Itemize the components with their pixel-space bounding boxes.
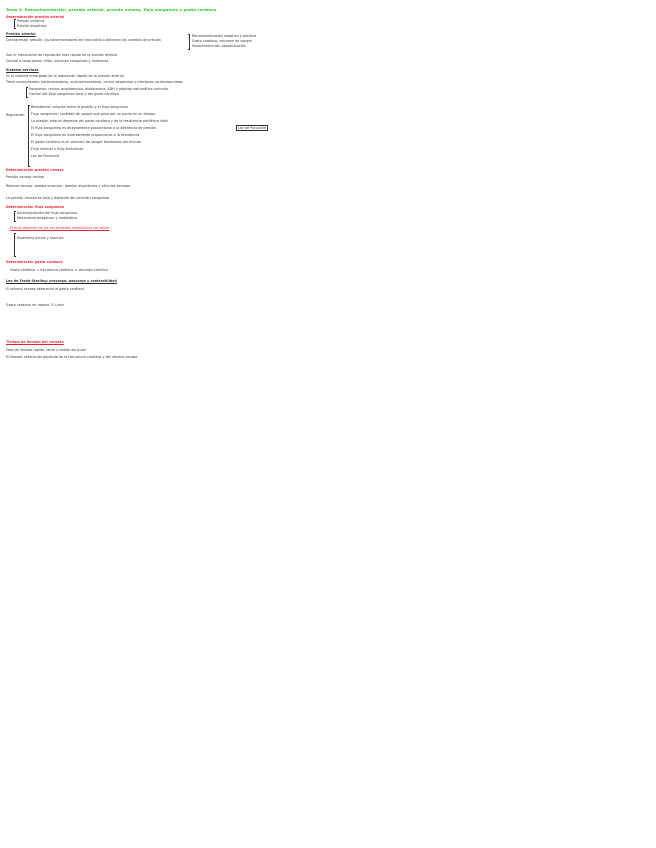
note-line: Ley de Poiseuille xyxy=(31,154,60,158)
page-title: Tema 4. Retroalimentación, presión arterial, presión venosa, flujo sanguíneo y gasto cardíaco xyxy=(6,7,217,12)
note-line: Vasoconstricción vasodilatación xyxy=(192,44,246,48)
note-line: Gasto cardíaco, volumen de sangre xyxy=(192,39,252,43)
note-line: Hormonas: renina, angiotensina, aldosterona, ADH y péptido natriurético auricular xyxy=(29,87,169,91)
note-line: Ley de Frank-Starling: precarga, poscarga y contractilidad xyxy=(6,279,117,283)
note-line: Flujo laminar y flujo turbulento xyxy=(31,147,84,151)
note-line: La presión venosa es baja y depende del volumen sanguíneo xyxy=(6,196,110,200)
note-line: Presión venosa central xyxy=(6,175,45,179)
note-line: Mecanismo miogénico y metabólico xyxy=(17,216,78,220)
section-label-regulation: Regulación xyxy=(6,113,25,117)
brace xyxy=(26,87,28,98)
note-line: Fase de llenado rápido, lento y sístole auricular xyxy=(6,348,87,352)
note-line: Gasto cardíaco = frecuencia cardíaca × volumen sistólico xyxy=(10,268,108,272)
note-line: El gasto cardíaco es el volumen de sangre bombeado por minuto xyxy=(31,140,142,144)
brace xyxy=(14,233,16,257)
note-line: Tiene componentes: barorreceptores, quimiorreceptores, centro vasomotor y efectores cardiovasculares xyxy=(6,80,183,84)
section-heading-3: Sistema nervioso xyxy=(6,68,39,72)
note-line: Presión diastólica xyxy=(17,23,47,28)
note-line: Resistencia: relación entre la presión y el flujo sanguíneo xyxy=(31,105,128,109)
note-line: Son el mecanismo de regulación más rápido de la presión arterial xyxy=(6,53,118,57)
brace xyxy=(28,105,30,167)
note-line: Presión sistólica xyxy=(17,19,45,23)
section-heading-2: Presión arterial xyxy=(6,32,36,36)
section-heading-1: Determinación presión arterial xyxy=(6,15,65,19)
brace xyxy=(14,19,16,29)
section-heading-5: Determinación presión venosa xyxy=(6,168,64,172)
note-line: Gasto cardíaco en reposo: 5 L/min xyxy=(6,303,64,307)
note-line: Control del flujo sanguíneo local y del gasto cardíaco xyxy=(29,92,119,96)
brace xyxy=(14,211,16,222)
note-line: Flujo sanguíneo: cantidad de sangre que pasa por un punto en un tiempo xyxy=(31,112,156,116)
note-line: Contrarrestar presión: los barorreceptores del arco aórtico detectan los cambios de presión xyxy=(6,38,161,42)
note-line: Control a largo plazo: riñón, volumen sanguíneo y hormonas xyxy=(6,59,109,63)
section-heading-8: Tiempo de llenado del corazón xyxy=(6,340,64,344)
note-line: Autorregulación del flujo sanguíneo xyxy=(17,211,78,215)
note-line: El llenado ventricular depende de la frecuencia cardíaca y del retorno venoso xyxy=(6,355,138,359)
brace xyxy=(188,34,190,50)
note-line: Hiperemia activa y reactiva xyxy=(17,236,64,240)
note-line: El flujo sanguíneo es inversamente proporcional a la resistencia xyxy=(31,133,140,137)
note-line: Retroalimentación negativa y positiva xyxy=(192,34,257,38)
note-line: El flujo sanguíneo es directamente proporcional a la diferencia de presión xyxy=(31,126,156,130)
note-line: El retorno venoso determina el gasto cardíaco xyxy=(6,287,85,291)
note-line: Es el sistema encargado de la regulación rápida de la presión arterial xyxy=(6,74,124,78)
note-line: La presión arterial depende del gasto cardíaco y de la resistencia periférica total xyxy=(31,119,169,123)
boxed-formula: Ley de Poiseuille xyxy=(238,126,267,130)
note-line: Retorno venoso: bomba muscular, bomba respiratoria y válvulas venosas xyxy=(6,184,131,188)
section-heading-6: Determinación flujo sanguíneo xyxy=(6,205,65,209)
section-heading-7: Determinación gasto cardíaco xyxy=(6,260,63,264)
note-line: El flujo depende de las necesidades metabólicas del tejido xyxy=(10,226,110,230)
